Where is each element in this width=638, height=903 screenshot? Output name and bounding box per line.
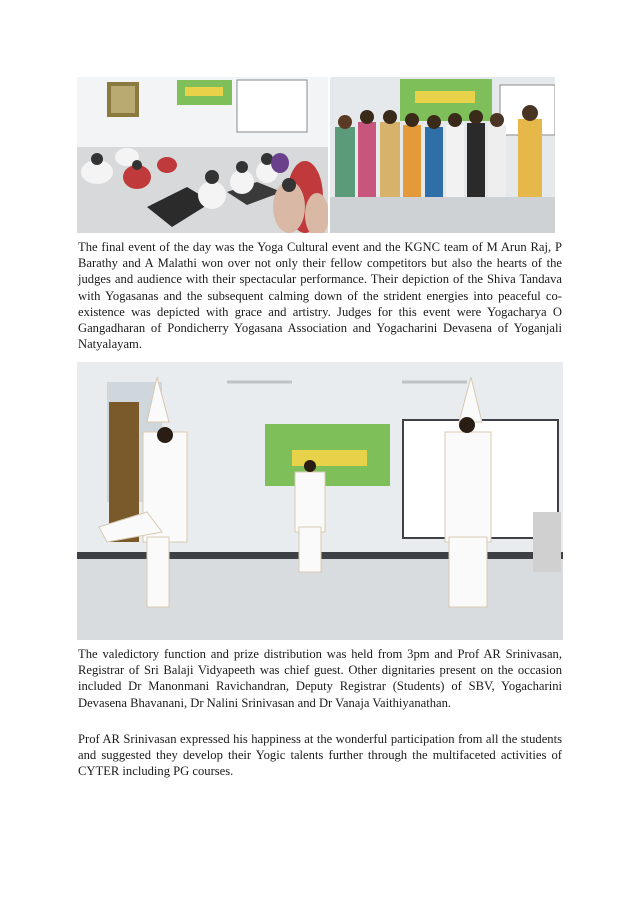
paragraph-valedictory-function: The valedictory function and prize distribution was held from 3pm and Prof AR Srinivasan, Registrar of Sri Balaji Vidyapeeth was chief guest. Other dignitaries present on the occasion included Dr Manonmani Ravichandran, Deputy Registrar (Students) of SBV, Yogacharini Devasena Bhavanani, Dr Nalini Srinivasan and Dr Vanaja Vaithiyanathan. [78, 647, 562, 710]
photo-prize-winners-group [330, 77, 555, 233]
paragraph-prof-srinivasan-remarks: Prof AR Srinivasan expressed his happiness at the wonderful participation from all the students and suggested they develop their Yogic talents further through the multifaceted activities of CYTER including PG courses. [78, 732, 562, 779]
paragraph-yoga-cultural-event: The final event of the day was the Yoga Cultural event and the KGNC team of M Arun Raj, P Barathy and A Malathi won over not only their fellow competitors but also the hearts of the judges and audience with their spectacular performance. Their depiction of the Shiva Tandava with Yogasanas and the subsequent calming down of the strident energies into peaceful co-existence was depicted with grace and artistry. Judges for this event were Yogacharya O Gangadharan of Pondicherry Yogasana Association and Yogacharini Devasena of Yoganjali Natyalayam. [78, 240, 562, 352]
photo-audience-classroom [77, 77, 328, 233]
photo-yoga-performance [77, 362, 563, 640]
